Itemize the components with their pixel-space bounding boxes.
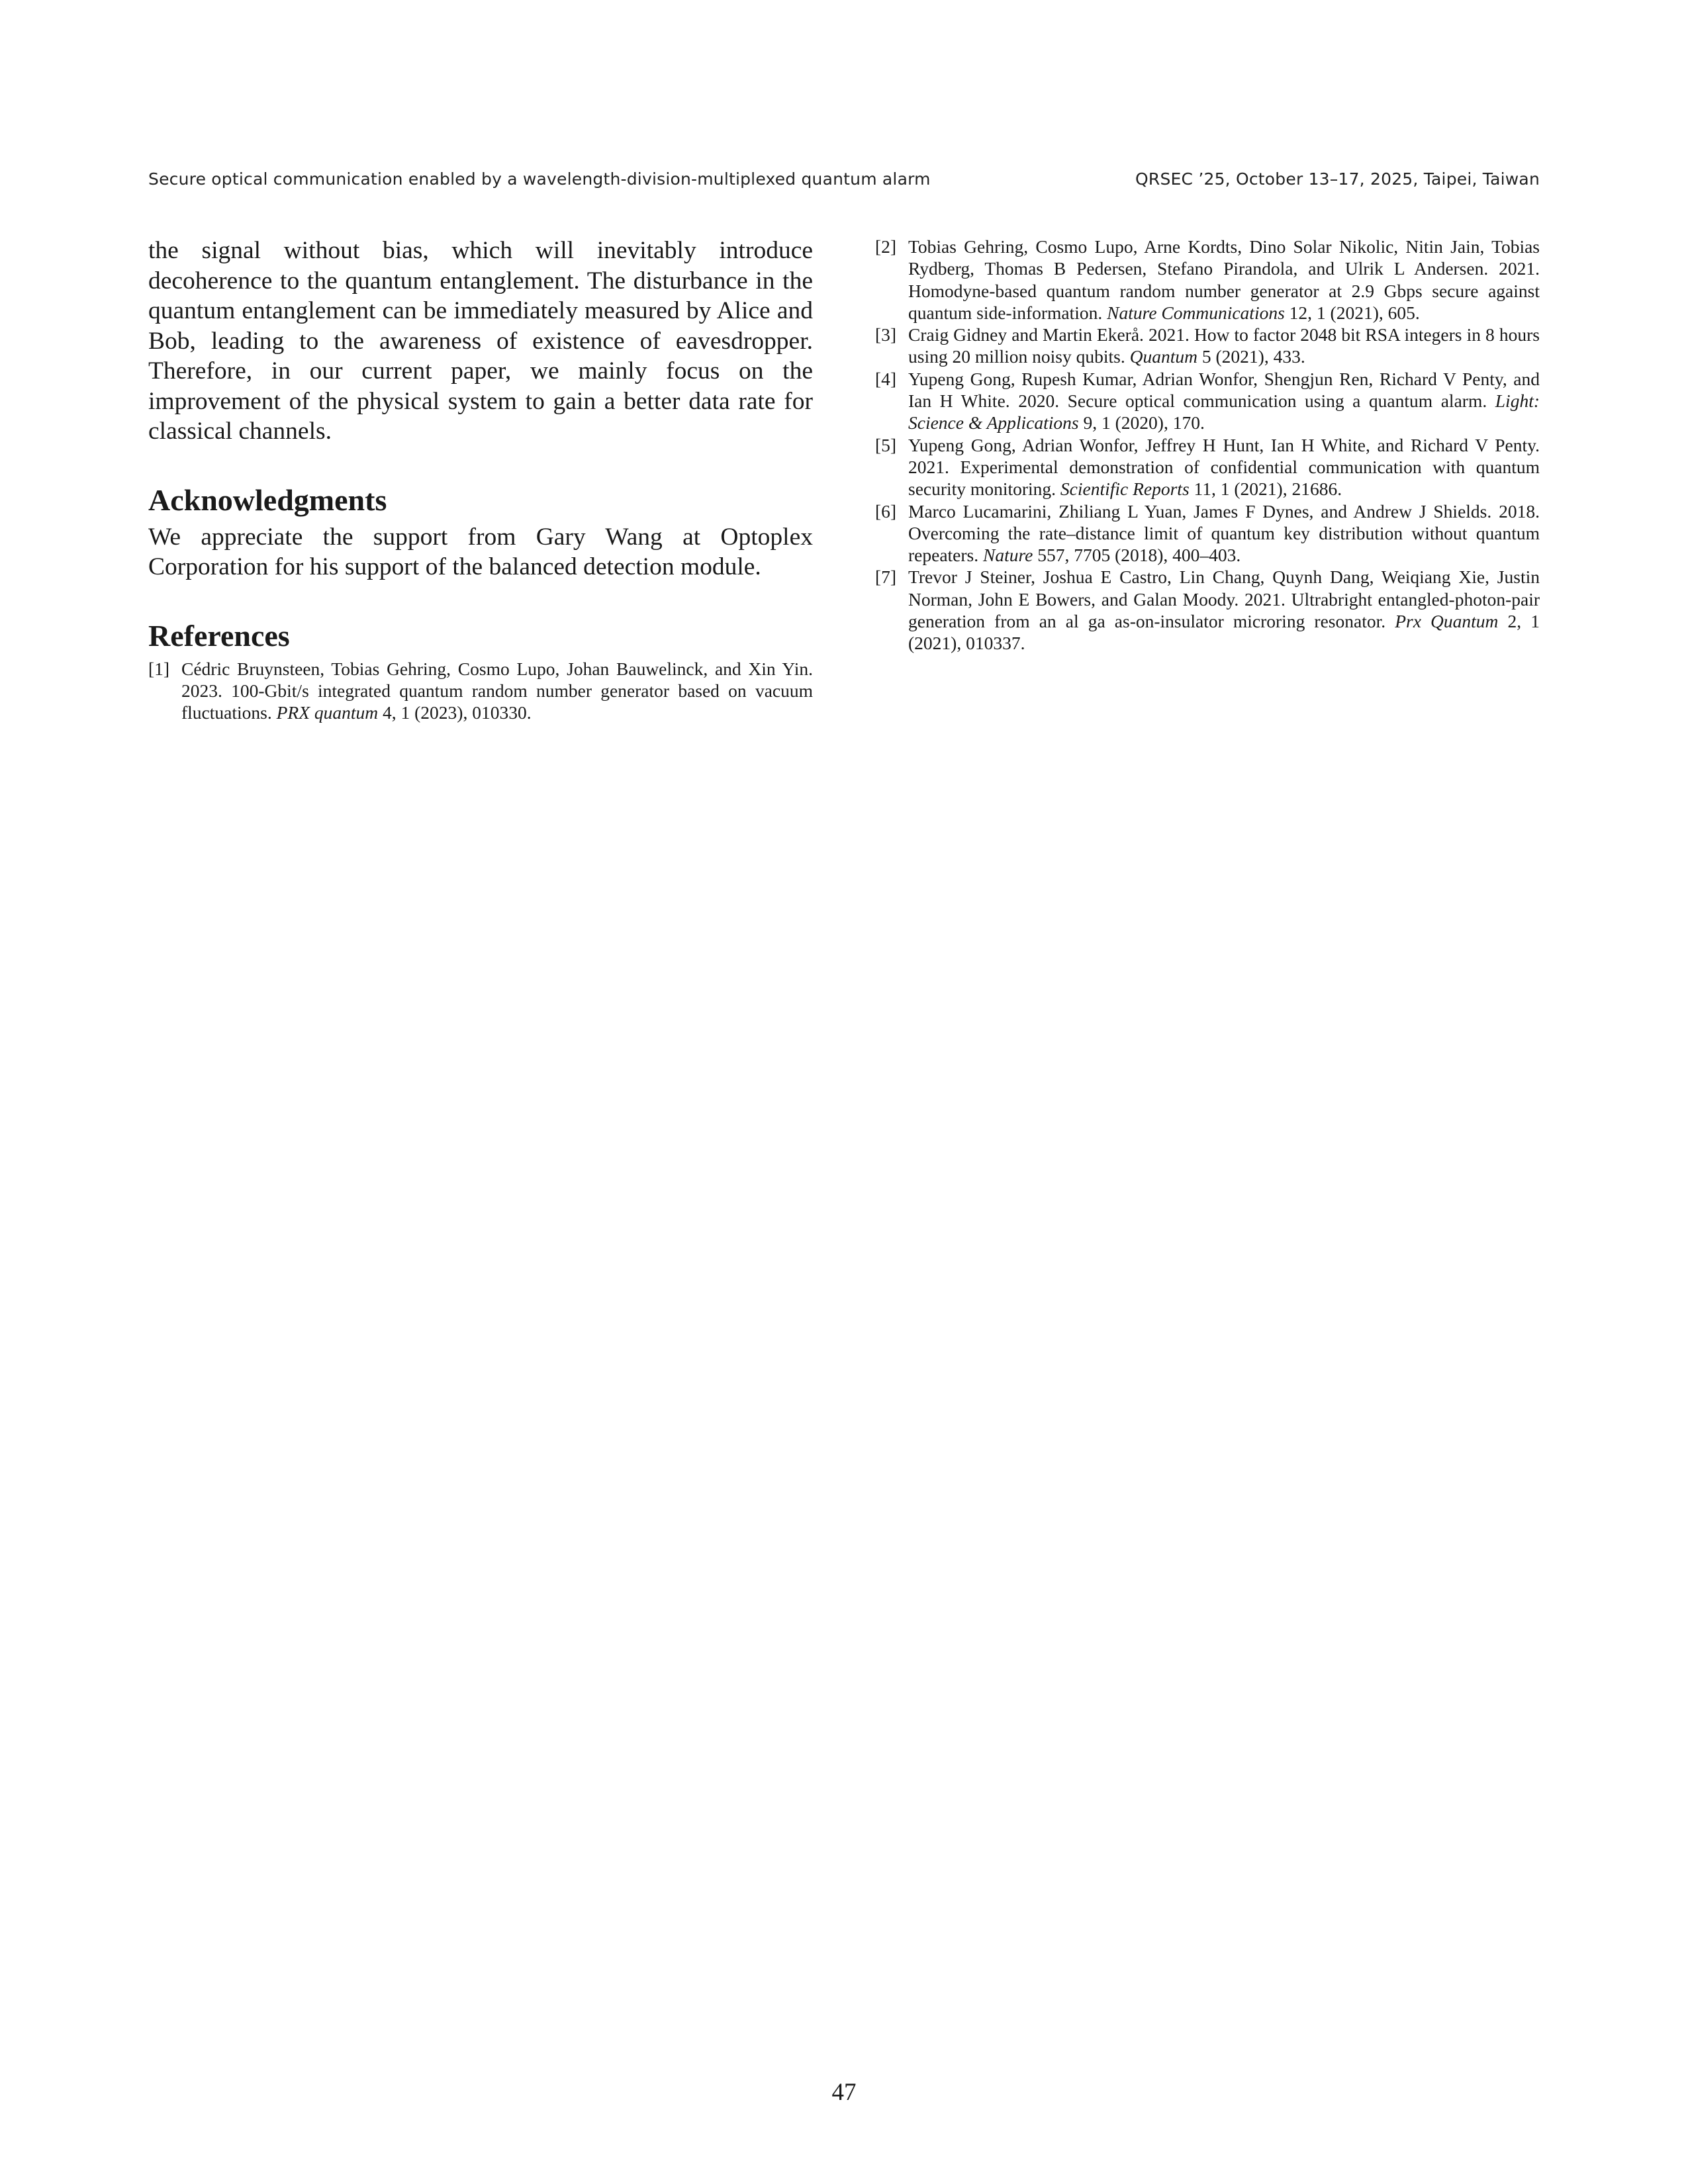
references-heading: References xyxy=(148,618,290,653)
reference-text: Craig Gidney and Martin Ekerå. 2021. How to factor 2048 bit RSA integers in 8 hours using 20 million noisy qubits. Quantum 5 (2021), 433. xyxy=(908,324,1540,367)
reference-venue: Nature Communications xyxy=(1107,302,1285,323)
reference-list-right xyxy=(875,236,1540,655)
acknowledgments-text: We appreciate the support from Gary Wang at Optoplex Corporation for his support of the balanced detection module. xyxy=(148,523,813,580)
reference-text: Yupeng Gong, Adrian Wonfor, Jeffrey H Hunt, Ian H White, and Richard V Penty. 2021. Experimental demonstration of confidential communication with quantum security monitoring. Scientific Reports 11, 1 (2021), 21686. xyxy=(908,434,1540,500)
reference-text: Yupeng Gong, Rupesh Kumar, Adrian Wonfor, Shengjun Ren, Richard V Penty, and Ian H White. 2020. Secure optical communication using a quantum alarm. Light: Science & Applications 9, 1 (2020), 170. xyxy=(908,368,1540,433)
reference-item xyxy=(875,500,1540,567)
reference-number: [6] xyxy=(875,500,897,522)
reference-text: Marco Lucamarini, Zhiliang L Yuan, James F Dynes, and Andrew J Shields. 2018. Overcoming the rate–distance limit of quantum key distribution without quantum repeaters. Nature 557, 7705 (2018), 400–403. xyxy=(908,500,1540,566)
reference-number: [1] xyxy=(148,658,170,679)
reference-venue: Nature xyxy=(982,545,1033,566)
reference-number: [3] xyxy=(875,324,897,345)
reference-list-left xyxy=(148,658,813,724)
reference-venue: Quantum xyxy=(1129,346,1197,367)
reference-item xyxy=(875,368,1540,434)
reference-item xyxy=(875,324,1540,368)
right-column xyxy=(875,236,1540,655)
reference-number: [5] xyxy=(875,434,897,455)
reference-item xyxy=(875,566,1540,654)
reference-text: Tobias Gehring, Cosmo Lupo, Arne Kordts, Dino Solar Nikolic, Nitin Jain, Tobias Rydberg, Thomas B Pedersen, Stefano Pirandola, and Ulrik L Andersen. 2021. Homodyne-based quantum random number generator at 2.9 Gbps secure against quantum side-information. Nature Communications 12, 1 (2021), 605. xyxy=(908,236,1540,323)
reference-venue: Scientific Reports xyxy=(1060,478,1190,500)
reference-venue: Prx Quantum xyxy=(1395,611,1499,632)
header-conference: QRSEC ’25, October 13–17, 2025, Taipei, Taiwan xyxy=(1135,169,1540,189)
reference-text: Trevor J Steiner, Joshua E Castro, Lin Chang, Quynh Dang, Weiqiang Xie, Justin Norman, John E Bowers, and Galan Moody. 2021. Ultrabright entangled-photon-pair generation from an al ga as-on-insulator microring resonator. Prx Quantum 2, 1 (2021), 010337. xyxy=(908,567,1540,654)
reference-number: [2] xyxy=(875,236,897,257)
reference-item xyxy=(875,434,1540,500)
reference-item xyxy=(875,236,1540,324)
reference-venue: Light: Science & Applications xyxy=(908,390,1540,433)
header-paper-title: Secure optical communication enabled by a wavelength-division-multiplexed quantum alarm xyxy=(148,169,931,189)
page-number: 47 xyxy=(831,2079,857,2106)
reference-text: Cédric Bruynsteen, Tobias Gehring, Cosmo Lupo, Johan Bauwelinck, and Xin Yin. 2023. 100-Gbit/s integrated quantum random number generator based on vacuum fluctuations. PRX quantum 4, 1 (2023), 010330. xyxy=(181,658,813,723)
reference-number: [4] xyxy=(875,368,897,389)
acknowledgments-heading: Acknowledgments xyxy=(148,482,387,517)
reference-item xyxy=(148,658,813,724)
running-header xyxy=(148,169,1540,189)
reference-number: [7] xyxy=(875,567,897,588)
reference-venue: PRX quantum xyxy=(276,702,379,723)
left-column xyxy=(148,236,813,723)
intro-paragraph: the signal without bias, which will inevitably introduce decoherence to the quantum entanglement. The disturbance in the quantum entanglement can be immediately measured by Alice and Bob, leading to the awareness of existence of eavesdropper. Therefore, in our current paper, we mainly focus on the improvement of the physical system to gain a better data rate for classical channels. xyxy=(148,237,813,445)
